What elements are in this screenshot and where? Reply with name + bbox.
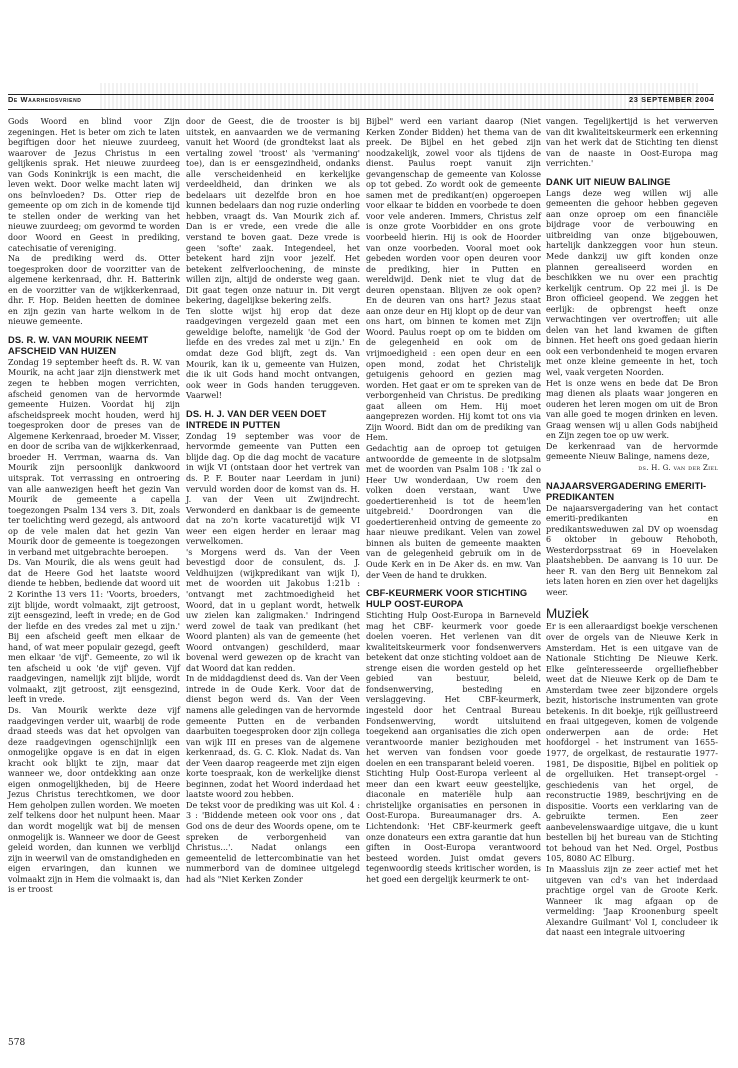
article-heading: CBF-KEURMERK VOOR STICHTING HULP OOST-EUROPA bbox=[366, 588, 528, 610]
paragraph: Stichting Hulp Oost-Europa verleent al meer dan een kwart eeuw geestelijke, diaconale en materiële hulp aan christelijke organisaties en personen in Oost-Europa. Bureaumanager drs. A. Lichtendonk: 'Het CBF-keurmerk geeft onze donateurs een extra garantie dat hun giften in Oost-Europa verantwoord besteed worden. Juist omdat gevers tegenwoordig steeds kritischer worden, is het goed een dergelijk keurmerk te ont- bbox=[366, 769, 541, 884]
article-heading: NAJAARSVERGADERING EMERITI-PREDIKANTEN bbox=[546, 480, 707, 502]
column-2 bbox=[186, 117, 360, 885]
paragraph: door de Geest, die de trooster is bij uitstek, en aanvaarden we de vermaning vanuit het Woord (de grondtekst laat als vertaling zowel 'troost' als 'vermaning' toe), dan is er eensgezindheid, ondanks alle verscheidenheid en kerkelijke verdeeldheid, dan drinken we als bedelaars uit dezelfde bron en hoe kunnen bedelaars dan nog ruzie onderling hebben, vraagt ds. Van Mourik zich af. Dan is er vrede, een vrede die alle verstand te boven gaat. Deze vrede is geen 'softe' zaak. Integendeel, het betekent hard zijn voor jezelf. Het betekent zelfverloochening, de minste willen zijn, altijd de onderste weg gaan. Dit gaat tegen onze natuur in. Dit vergt bekering, dagelijkse bekering zelfs. bbox=[186, 117, 360, 306]
paragraph: In Maassluis zijn ze zeer actief met het uitgeven van cd's van het inderdaad prachtige orgel van de Groote Kerk. Wanneer ik mag afgaan op de vermelding: 'Jaap Kroonenburg speelt Alexandre Guilmant' Vol I, concludeer ik dat naast een integrale uitvoering bbox=[546, 865, 718, 938]
paragraph: Ds. Van Mourik werkte deze vijf raadgevingen verder uit, waarbij de rode draad steeds was dat het opvolgen van deze raadgevingen ogenschijnlijk een onmogelijke opgave is en dat in eigen kracht ook blijkt te zijn, maar dat wanneer we, door ontdekking aan onze eigen onmogelijkheden, bij de Heere Jezus Christus terechtkomen, we door Hem geholpen zullen worden. We moeten zelf telkens door het nulpunt heen. Maar dan wordt mogelijk wat bij de mensen onmogelijk is. Wanneer we door de Geest geleid worden, dan kunnen we verblijd zijn in weerwil van de omstandigheden en eigen ervaringen, dan kunnen we volmaakt zijn in Hem die volmaakt is, dan is er troost bbox=[8, 705, 181, 895]
paragraph: Ds. Van Mourik, die als wens geuit had dat de Heere God het laatste woord diende te hebben, bediende dat woord uit 2 Korinthe 13 vers 11: 'Voorts, broeders, zijt blijde, wordt volmaakt, zijt getroost, zijt eensgezind, leeft in vrede; en de God der liefde en des vredes zal met u zijn.' Bij een afscheid geeft men elkaar de hand, of wat meer populair gezegd, geeft men elkaar 'de vijf'. Gemeente, zo wil ik ten afscheid u ook 'de vijf' geven. Vijf raadgevingen, namelijk zijt blijde, wordt volmaakt, zijt getroost, zijt eensgezind, leeft in vrede. bbox=[8, 558, 180, 705]
paragraph: vangen. Tegelijkertijd is het verwerven van dit kwaliteitskeurmerk een erkenning van het werk dat de Stichting ten dienst van de naaste in Oost-Europa mag verrichten.' bbox=[546, 117, 718, 169]
paragraph: Er is een alleraardigst boekje verschenen over de orgels van de Nieuwe Kerk in Amsterdam. Het is een uitgave van de Nationale Stichting De Nieuwe Kerk. Elke geïnteresseerde orgelliefhebber weet dat de Nieuwe Kerk op de Dam te Amsterdam twee zeer bijzondere orgels bezit, historische instrumenten van grote betekenis. In dit boekje, rijk geïllustreerd en fraai uitgegeven, komen de volgende onderwerpen aan de orde: Het hoofdorgel - het instrument van 1655-1977, de orgelkast, de restauratie 1977-1981, De dispositie, Bijbel en politiek op de orgelluiken. Het transept-orgel - geschiedenis van het orgel, de reconstructie 1989, beschrijving en de dispositie. Voorts een verklaring van de gebruikte termen. Een zeer aanbevelenswaardige uitgave, die u kunt bestellen bij het bureau van de Stichting tot behoud van het Ned. Orgel, Postbus 105, 8080 AC Elburg. bbox=[546, 622, 718, 864]
paragraph: Stichting Hulp Oost-Europa in Barneveld mag het CBF- keurmerk voor goede doelen voeren. Het verlenen van dit kwaliteitskeurmerk voor fondsenwervers betekent dat onze stichting voldoet aan de strenge eisen die worden gesteld op het gebied van bestuur, beleid, fondsenwerving, besteding en verslaggeving. Het CBF-keurmerk, ingesteld door het Centraal Bureau Fondsenwerving, wordt uitsluitend toegekend aan organisaties die zich open verantwoorde manier bezighouden met het werven van fondsen voor goede doelen en een transparant beleid voeren. bbox=[366, 611, 541, 768]
paragraph: Langs deze weg willen wij alle gemeenten die gehoor hebben gegeven aan onze oproep om een financiële bijdrage voor de verbouwing en uitbreiding van onze bijgebouwen, hartelijk dankzeggen voor hun steun. Mede dankzij uw gift konden onze plannen gerealiseerd worden en beschikken we nu over een prachtig kerkelijk centrum. Op 22 mei jl. is De Bron officieel geopend. We zeggen het eerlijk: de opbrengst heeft onze verwachtingen ver overtroffen; uit alle delen van het land kwamen de giften binnen. Het heeft ons goed gedaan hierin ook een verbondenheid te mogen ervaren met onze kleine gemeente in het, toch wel, vaak vergeten Noorden. bbox=[546, 188, 718, 378]
paragraph: 's Morgens werd ds. Van der Veen bevestigd door de consulent, ds. J. Veldhuijzen (wijkpredikant van wijk I), met de woorden uit Jakobus 1:21b : 'ontvangt met zachtmoedigheid het Woord, dat in u geplant wordt, hetwelk uw zielen kan zaligmaken.' Indringend werd zowel de taak van predikant (het Woord planten) als van de gemeente (het Woord ontvangen) geschilderd, maar bovenal werd gewezen op de kracht van dat Woord dat kan redden. bbox=[186, 547, 360, 673]
paragraph: Zondag 19 september heeft ds. R. W. van Mourik, na acht jaar zijn dienstwerk met zegen te hebben mogen verrichten, afscheid genomen van de hervormde gemeente Huizen. Voordat hij zijn afscheidspreek mocht houden, werd hij toegesproken door de preses van de Algemene Kerkenraad, broeder M. Visser, en door de scriba van de wijkkerkenraad, broeder H. Verrman, waarna ds. Van Mourik zijn persoonlijk dankwoord uitsprak. Tot verrassing en ontroering van alle aanwezigen heeft het gezin Van Mourik de gemeente a capella toegezongen Psalm 134 vers 3. Dit, zoals ter toelichting werd gezegd, als antwoord op de vele malen dat het gezin Van Mourik door de gemeente is toegezongen in verband met uitgebrachte beroepen. bbox=[8, 357, 180, 557]
paragraph: Gedachtig aan de oproep tot getuigen antwoordde de gemeente in de slotpsalm met de woorden van Psalm 108 : 'Ik zal o Heer Uw wonderdaan, Uw roem den volken doen verstaan, want Uwe goedertierenheid is tot de heem'len uitgebreid.' Doordrongen van die goedertierenheid ontving de gemeente zo haar nieuwe predikant. Velen van zowel binnen als buiten de gemeente maakten van de gelegenheid gebruik om in de Oude Kerk en in De Aker ds. en mw. Van der Veen de hand te drukken. bbox=[366, 443, 541, 580]
header-rule-bottom bbox=[8, 109, 714, 110]
publication-name: De Waarheidsvriend bbox=[8, 95, 82, 104]
section-heading: Muziek bbox=[546, 606, 589, 622]
paragraph: In de middagdienst deed ds. Van der Veen intrede in de Oude Kerk. Voor dat de dienst begon werd ds. Van der Veen namens alle geledingen van de hervormde gemeente Putten en de verbanden daarbuiten toegesproken door zijn collega van wijk III en preses van de algemene kerkenraad, ds. G. C. Klok. Nadat ds. Van der Veen daarop reageerde met zijn eigen korte toespraak, kon de werkelijke dienst beginnen, zodat het Woord inderdaad het laatste woord zou hebben. bbox=[186, 674, 360, 800]
paragraph: Bijbel" werd een variant daarop (Niet Kerken Zonder Bidden) het thema van de preek. De Bijbel en het gebed zijn noodzakelijk, zowel voor als tijdens de dienst. Paulus roept vanuit zijn gevangenschap de gemeente van Kolosse op tot gebed. Zo wordt ook de gemeente samen met de predikant(en) opgeroepen voor elkaar te bidden en voorbede te doen voor vele anderen. Immers, Christus zelf is onze grote Voorbidder en ons grote voorbeeld hierin. Hij is ook de Hoorder van onze voorbeden. Vooral moet ook gebeden worden voor open deuren voor de prediking, hier in Putten en wereldwijd. Denk niet te vlug dat de deuren openstaan. Blijven ze ook open? En de deuren van ons hart? Jezus staat aan onze deur en Hij klopt op de deur van ons hart, om binnen te komen met Zijn Woord. Paulus roept op om te bidden om de gelegenheid en ook om de vrijmoedigheid : een open deur en een open mond, zodat het Christelijk getuigenis gehoord en gezien mag worden. Het gaat er om te spreken van de verborgenheid van Christus. De prediking gaat alleen om Hem. Hij moet aangeprezen worden. Hij komt tot ons via Zijn Woord. Bidt dan om de prediking van Hem. bbox=[366, 117, 541, 443]
running-header bbox=[8, 95, 714, 109]
paragraph: Ten slotte wijst hij erop dat deze raadgevingen vergezeld gaan met een geweldige belofte, namelijk 'de God der liefde en des vredes zal met u zijn.' En omdat deze God blijft, zegt ds. Van Mourik, kan ik u, gemeente van Huizen, die ik uit Gods hand mocht ontvangen, ook weer in Gods handen teruggeven. Vaarwel! bbox=[186, 306, 360, 401]
article-heading: DS. H. J. VAN DER VEEN DOET INTREDE IN PUTTEN bbox=[186, 408, 327, 430]
article-heading: DS. R. W. VAN MOURIK NEEMT AFSCHEID VAN HUIZEN bbox=[8, 334, 149, 356]
paragraph: De kerkenraad van de hervormde gemeente Nieuw Balinge, namens deze, bbox=[546, 441, 718, 462]
column-1 bbox=[8, 117, 180, 896]
page-number: 578 bbox=[8, 1038, 26, 1048]
paragraph: De tekst voor de prediking was uit Kol. 4 : 3 : 'Biddende meteen ook voor ons , dat God ons de deur des Woords opene, om te spreken de verborgenheid van Christus...'. Nadat onlangs een gemeentelid de lettercombinatie van het nummerbord van de dominee uitgelegd had als "Niet Kerken Zonder bbox=[186, 800, 360, 884]
column-4 bbox=[546, 117, 718, 939]
paragraph: Gods Woord en blind voor Zijn zegeningen. Het is beter om zich te laten begiftigen door het nieuwe zuurdeeg, waarover de Jezus Christus in een gelijkenis sprak. Het nieuwe zuurdeeg van Gods Koninkrijk is een macht, die leven wekt. Door welke macht laten wij ons beïnvloeden? Ds. Otter riep de gemeente op om zich in de komende tijd te stellen onder de werking van het nieuwe zuurdeeg; om gevormd te worden door Woord en Geest in prediking, catechisatie of vereniging. bbox=[8, 117, 180, 253]
paragraph: Zondag 19 september was voor de hervormde gemeente van Putten een blijde dag. Op die dag mocht de vacature in wijk VI (ontstaan door het vertrek van ds. P. F. Bouter naar Leerdam in juni) vervuld worden door de komst van ds. H. J. van der Veen uit Zwijndrecht. Verwonderd en dankbaar is de gemeente dat na zo'n korte vacaturetijd wijk VI weer een eigen herder en leraar mag verwelkomen. bbox=[186, 431, 360, 547]
paragraph: Het is onze wens en bede dat De Bron mag dienen als plaats waar jongeren en ouderen het leren mogen om uit de Bron van alle goed te mogen drinken en leven. Graag wensen wij u allen Gods nabijheid en Zijn zegen toe op uw werk. bbox=[546, 378, 718, 441]
signature: ds. H. G. van der Ziel bbox=[638, 463, 718, 472]
column-3 bbox=[366, 117, 541, 885]
paragraph: Na de prediking werd ds. Otter toegesproken door de voorzitter van de algemene kerkenraad, dhr. H. Batterink en de voorzitter van de wijkkerkenraad, dhr. F. Hop. Beiden heetten de dominee en zijn gezin van harte welkom in de nieuwe gemeente. bbox=[8, 254, 180, 327]
paragraph: De najaarsvergadering van het contact emeriti-predikanten en predikantsweduwen zal DV op woensdag 6 oktober in gebouw Rehoboth, Westerdorpsstraat 69 in Hoevelaken plaatshebben. De aanvang is 10 uur. De heer R. van den Berg uit Bennekom zal iets laten horen en zien over het dagelijks weer. bbox=[546, 503, 718, 597]
issue-date: 23 SEPTEMBER 2004 bbox=[629, 95, 714, 104]
article-heading: DANK UIT NIEUW BALINGE bbox=[546, 176, 671, 187]
